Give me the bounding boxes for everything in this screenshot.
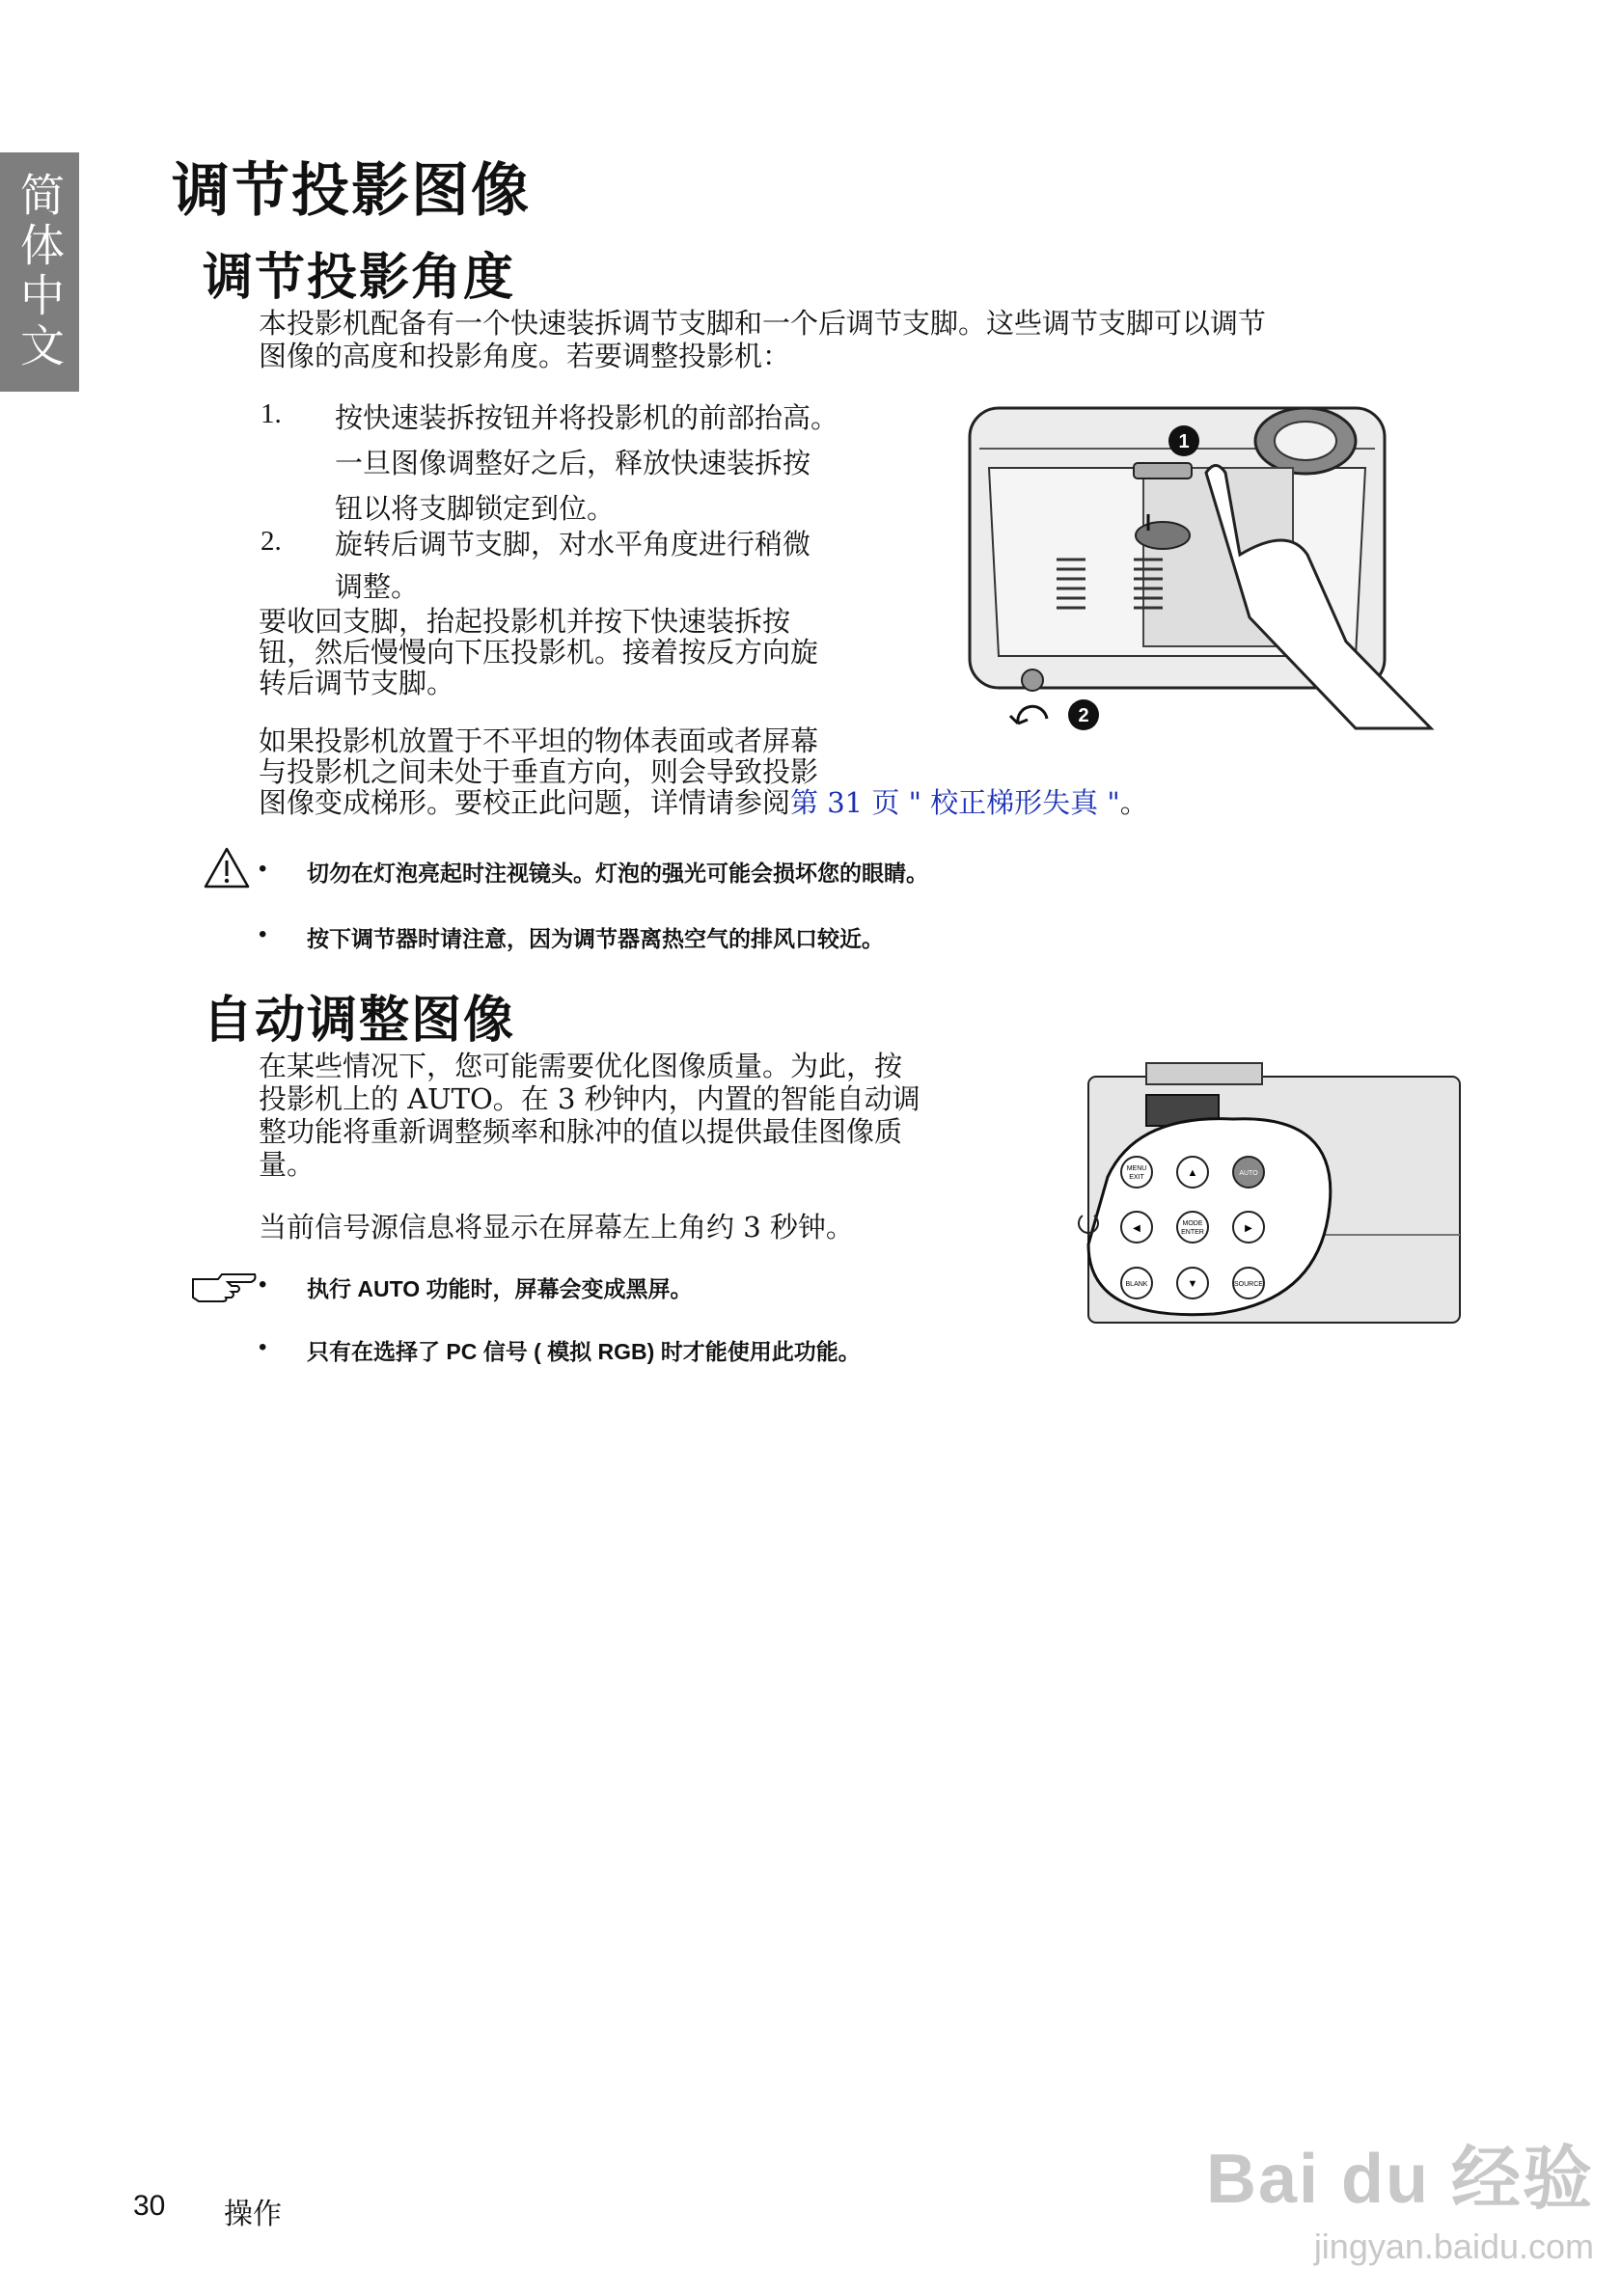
callout-label: 2 [1078,705,1089,726]
section-heading-auto: 自动调整图像 [203,992,516,1050]
keystone-link[interactable]: 第 31 页 " 校正梯形失真 " [790,786,1120,819]
keystone-text: 。 [1119,786,1148,819]
step-line: 按快速装拆按钮并将投影机的前部抬高。 [335,401,839,434]
step-number: 1. [261,398,282,429]
warning-icon [203,846,251,890]
section-heading-angle: 调节投影角度 [203,249,516,307]
baidu-watermark [1206,2122,1594,2267]
note-pointing-hand-icon [189,1270,259,1304]
enter-key-label: ENTER [1181,1229,1204,1236]
step-number: 2. [261,526,282,557]
source-key-label: SOURCE [1234,1281,1263,1288]
exit-key-label: EXIT [1129,1174,1144,1181]
keystone-text: 图像变成梯形。要校正此问题，详情请参阅 [259,786,791,819]
up-arrow-icon: ▲ [1187,1167,1198,1179]
retract-paragraph [259,606,818,698]
bullet-dot: • [259,856,267,882]
watermark-brand: Bai du 经验 [1205,2141,1594,2218]
bullet-dot: • [259,921,267,947]
menu-key-label: MENU [1126,1165,1147,1172]
retract-line: 要收回支脚，抬起投影机并按下快速装拆按 [259,605,791,638]
bullet-dot: • [259,1271,267,1298]
keystone-line: 与投影机之间未处于垂直方向，则会导致投影 [259,755,819,788]
intro-line: 本投影机配备有一个快速装拆调节支脚和一个后调节支脚。这些调节支脚可以调节 [259,307,1267,340]
watermark-url: jingyan.baidu.com [1313,2227,1594,2266]
auto-line: 量。 [259,1148,316,1181]
blank-key-label: BLANK [1125,1281,1148,1288]
note-text: 只有在选择了 PC 信号 ( 模拟 RGB) 时才能使用此功能。 [307,1339,861,1364]
down-arrow-icon: ▼ [1187,1278,1198,1290]
step-line: 一旦图像调整好之后，释放快速装拆按 [335,447,811,479]
warning-text: 切勿在灯泡亮起时注视镜头。灯泡的强光可能会损坏您的眼睛。 [307,861,928,886]
warning-text: 按下调节器时请注意，因为调节器离热空气的排风口较近。 [307,926,884,951]
auto-line: 整功能将重新调整频率和脉冲的值以提供最佳图像质 [259,1115,903,1148]
intro-line: 图像的高度和投影角度。若要调整投影机： [259,340,791,372]
auto-key-label: AUTO [1239,1170,1258,1177]
keystone-line: 如果投影机放置于不平坦的物体表面或者屏幕 [259,724,819,757]
retract-line: 钮，然后慢慢向下压投影机。接着按反方向旋 [259,636,819,669]
signal-info-paragraph: 当前信号源信息将显示在屏幕左上角约 3 秒钟。 [259,1211,854,1244]
keystone-paragraph [259,725,1148,818]
auto-paragraph [259,1050,920,1181]
retract-line: 转后调节支脚。 [259,667,455,699]
note-text: 执行 AUTO 功能时，屏幕会变成黑屏。 [307,1276,693,1301]
footer-section-label: 操作 [224,2199,282,2230]
language-side-tab [0,152,79,392]
step-line: 调整。 [335,570,420,603]
projector-keypad-illustration [1069,1061,1465,1326]
language-tab-label: 简体中文 [14,172,66,372]
auto-line: 在某些情况下，您可能需要优化图像质量。为此，按 [259,1050,903,1082]
projector-foot-illustration [960,391,1438,738]
right-arrow-icon: ▶ [1245,1223,1252,1234]
bullet-dot: • [259,1334,267,1360]
step-2-text [335,523,810,608]
keystone-line-last [259,787,1148,818]
mode-key-label: MODE [1182,1220,1203,1227]
page-title: 调节投影图像 [172,157,531,225]
left-arrow-icon: ◀ [1133,1223,1140,1234]
step-1-text [335,396,838,532]
step-line: 钮以将支脚锁定到位。 [335,492,616,525]
page-number: 30 [133,2190,166,2222]
callout-label: 1 [1178,431,1190,452]
step-line: 旋转后调节支脚，对水平角度进行稍微 [335,528,811,560]
intro-paragraph [259,307,1266,372]
auto-line: 投影机上的 AUTO。在 3 秒钟内，内置的智能自动调 [259,1082,920,1115]
